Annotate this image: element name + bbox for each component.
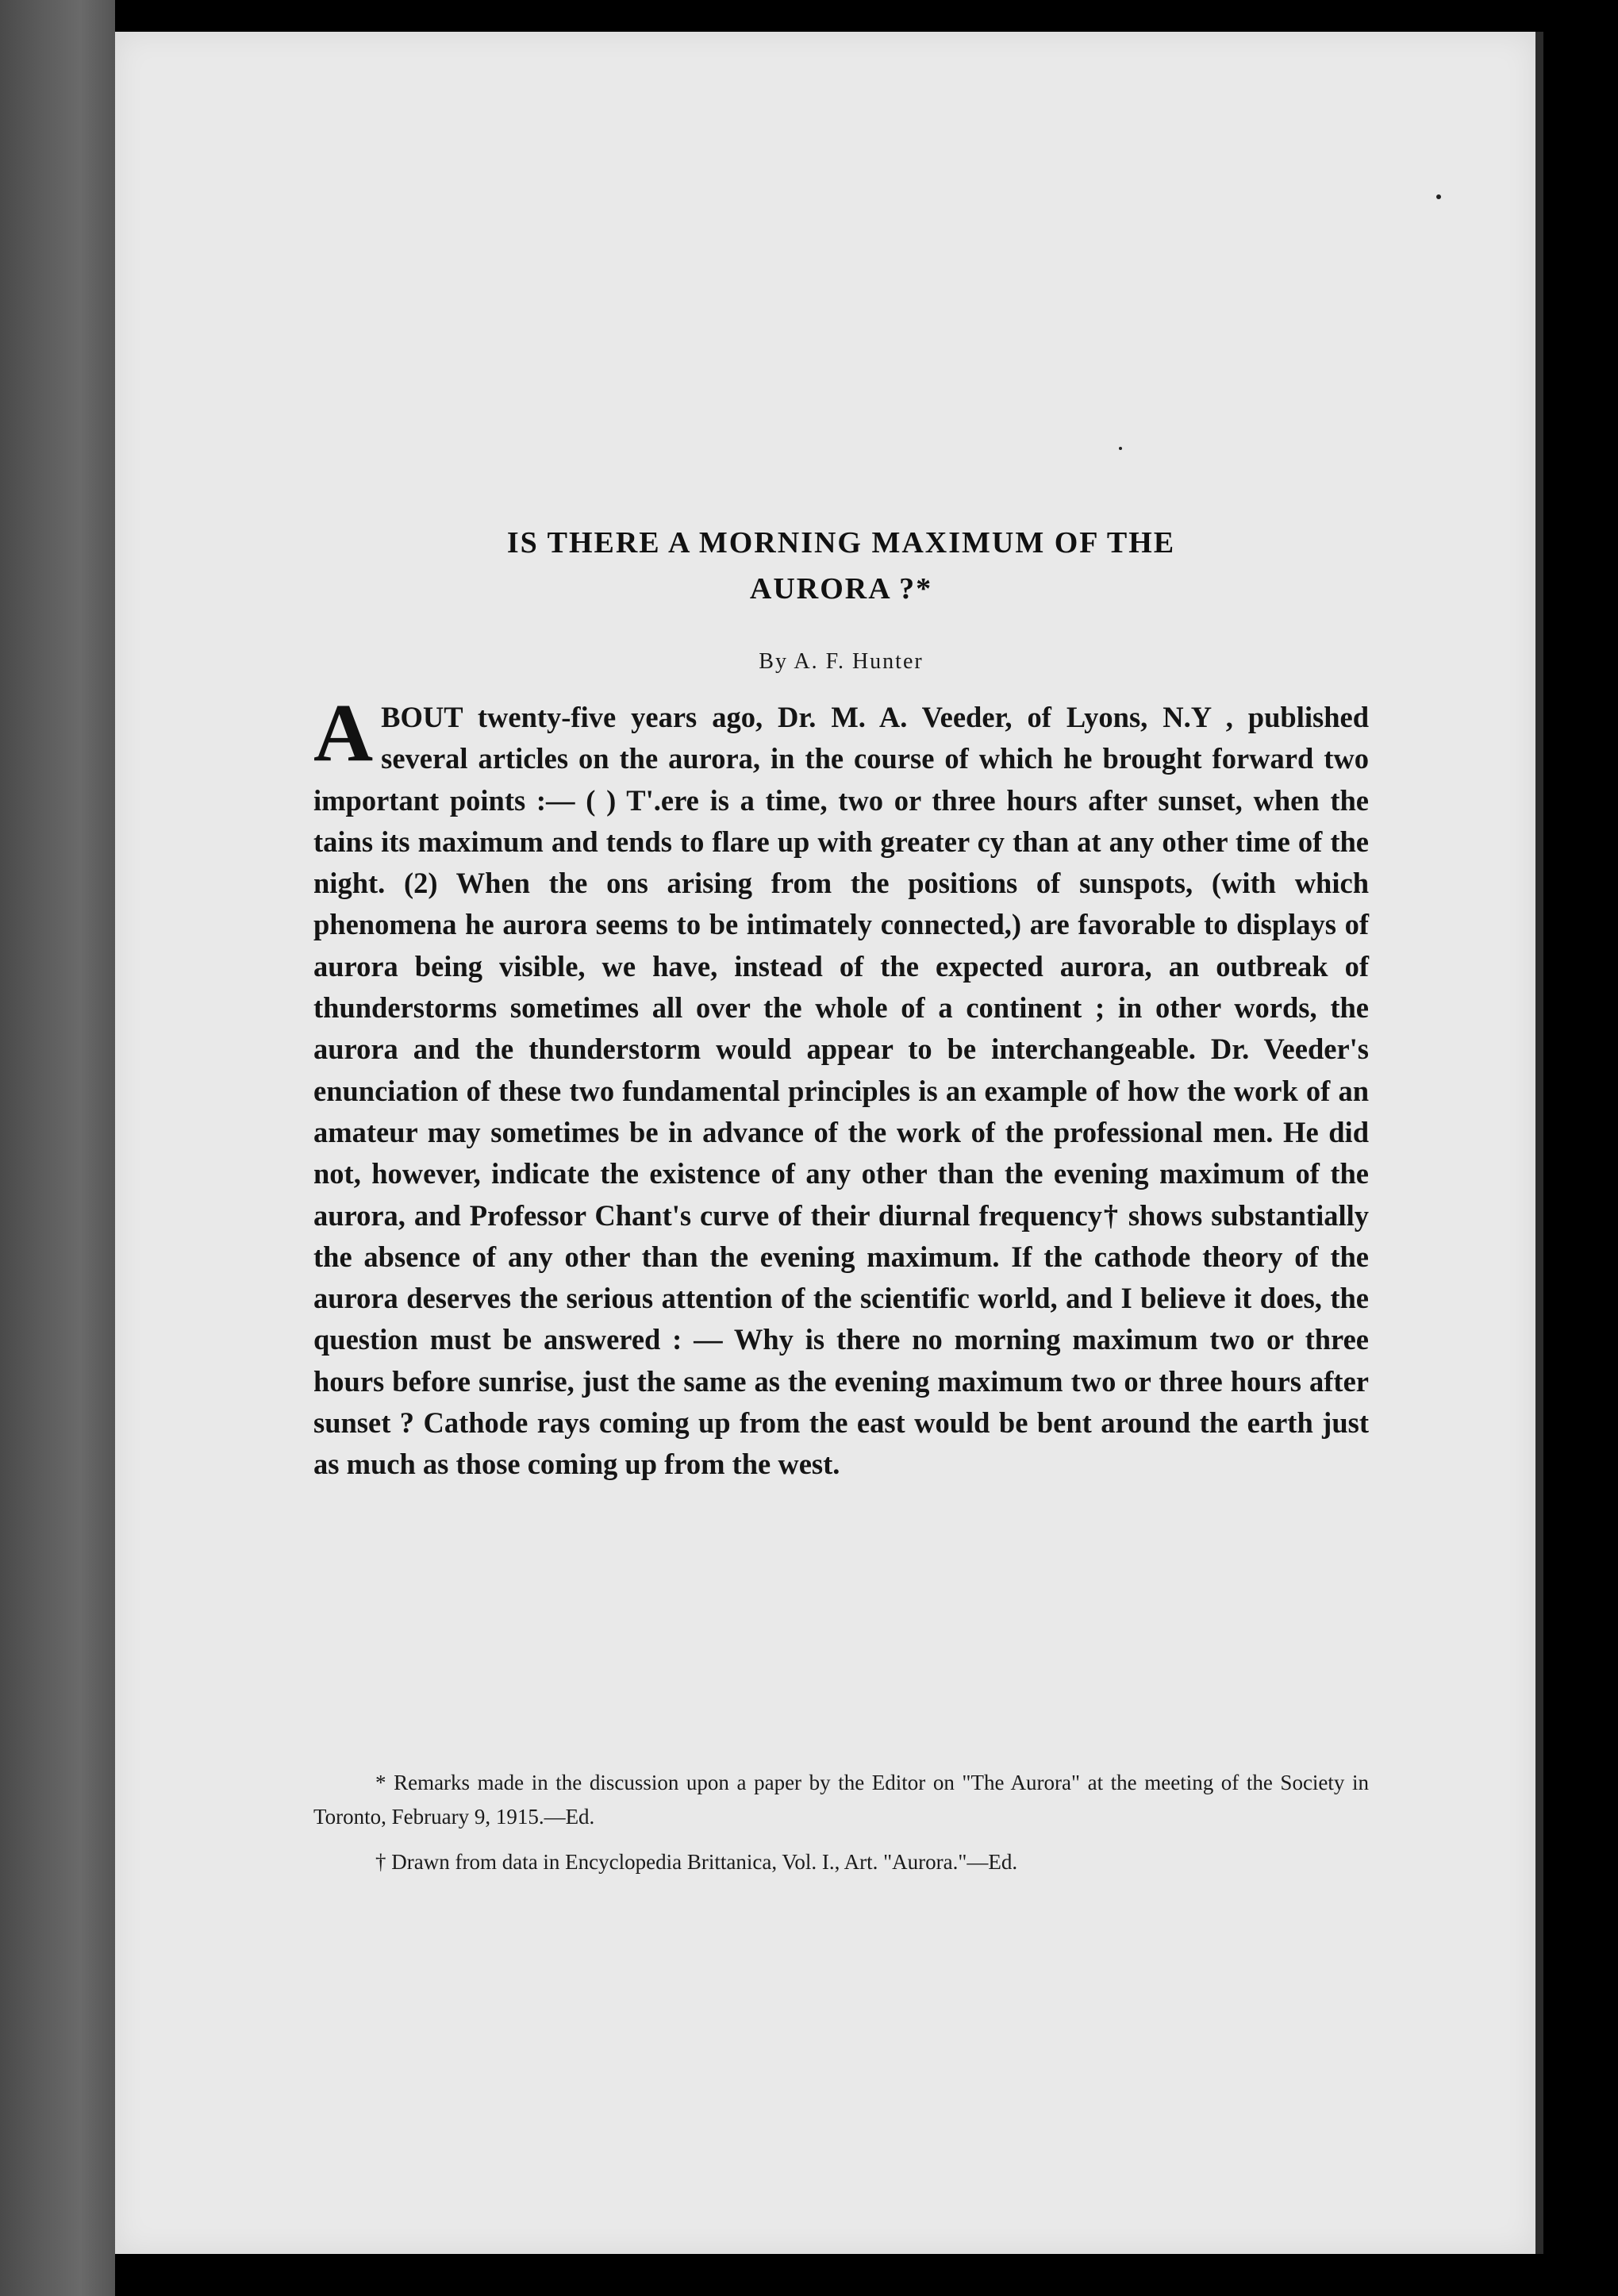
drop-cap: A bbox=[313, 687, 374, 779]
article-title bbox=[313, 520, 1369, 612]
document-page bbox=[115, 32, 1535, 2254]
scan-right-edge bbox=[1535, 32, 1543, 2254]
speck-dot bbox=[1119, 447, 1122, 450]
scan-left-border bbox=[0, 0, 115, 2296]
footnote-2: † Drawn from data in Encyclopedia Brittanica, Vol. I., Art. "Aurora."—Ed. bbox=[375, 1850, 1018, 1874]
title-line-1: IS THERE A MORNING MAXIMUM OF THE bbox=[506, 526, 1176, 560]
footnote-1: * Remarks made in the discussion upon a paper by the Editor on "The Aurora" at the meeting of the Society in Toronto, February 9, 1915.—Ed. bbox=[313, 1771, 1369, 1829]
title-line-2: AURORA ?* bbox=[749, 572, 933, 606]
footnotes bbox=[313, 1766, 1369, 1879]
body-paragraph: BOUT twenty-five years ago, Dr. M. A. Veeder, of Lyons, N.Y , published several articles on the aurora, in the course of which he brought forward two important points :— ( ) T'.ere is a time, two or three hours after sunset, when the tains its maximum and tends to flare up with greater cy than at any other time of the night. (2) When the ons arising from the positions of sunspots, (with which phenomena he aurora seems to be intimately connected,) are favorable to displays of aurora being visible, we have, instead of the expected aurora, an outbreak of thunderstorms sometimes all over the whole of a continent ; in other words, the aurora and the thunderstorm would appear to be interchangeable. Dr. Veeder's enunciation of these two fundamental principles is an example of how the work of an amateur may sometimes be in advance of the work of the professional men. He did not, however, indicate the existence of any other than the evening maximum of the aurora, and Professor Chant's curve of their diurnal frequency† shows substantially the absence of any other than the evening maximum. If the cathode theory of the aurora deserves the serious attention of the scientific world, and I believe it does, the question must be answered : — Why is there no morning maximum two or three hours before sunrise, just the same as the evening maximum two or three hours after sunset ? Cathode rays coming up from the east would be bent around the earth just as much as those coming up from the west. bbox=[313, 701, 1369, 1481]
article-body bbox=[313, 687, 1369, 1486]
byline: By A. F. Hunter bbox=[759, 649, 924, 674]
speck-dot bbox=[1436, 194, 1441, 199]
